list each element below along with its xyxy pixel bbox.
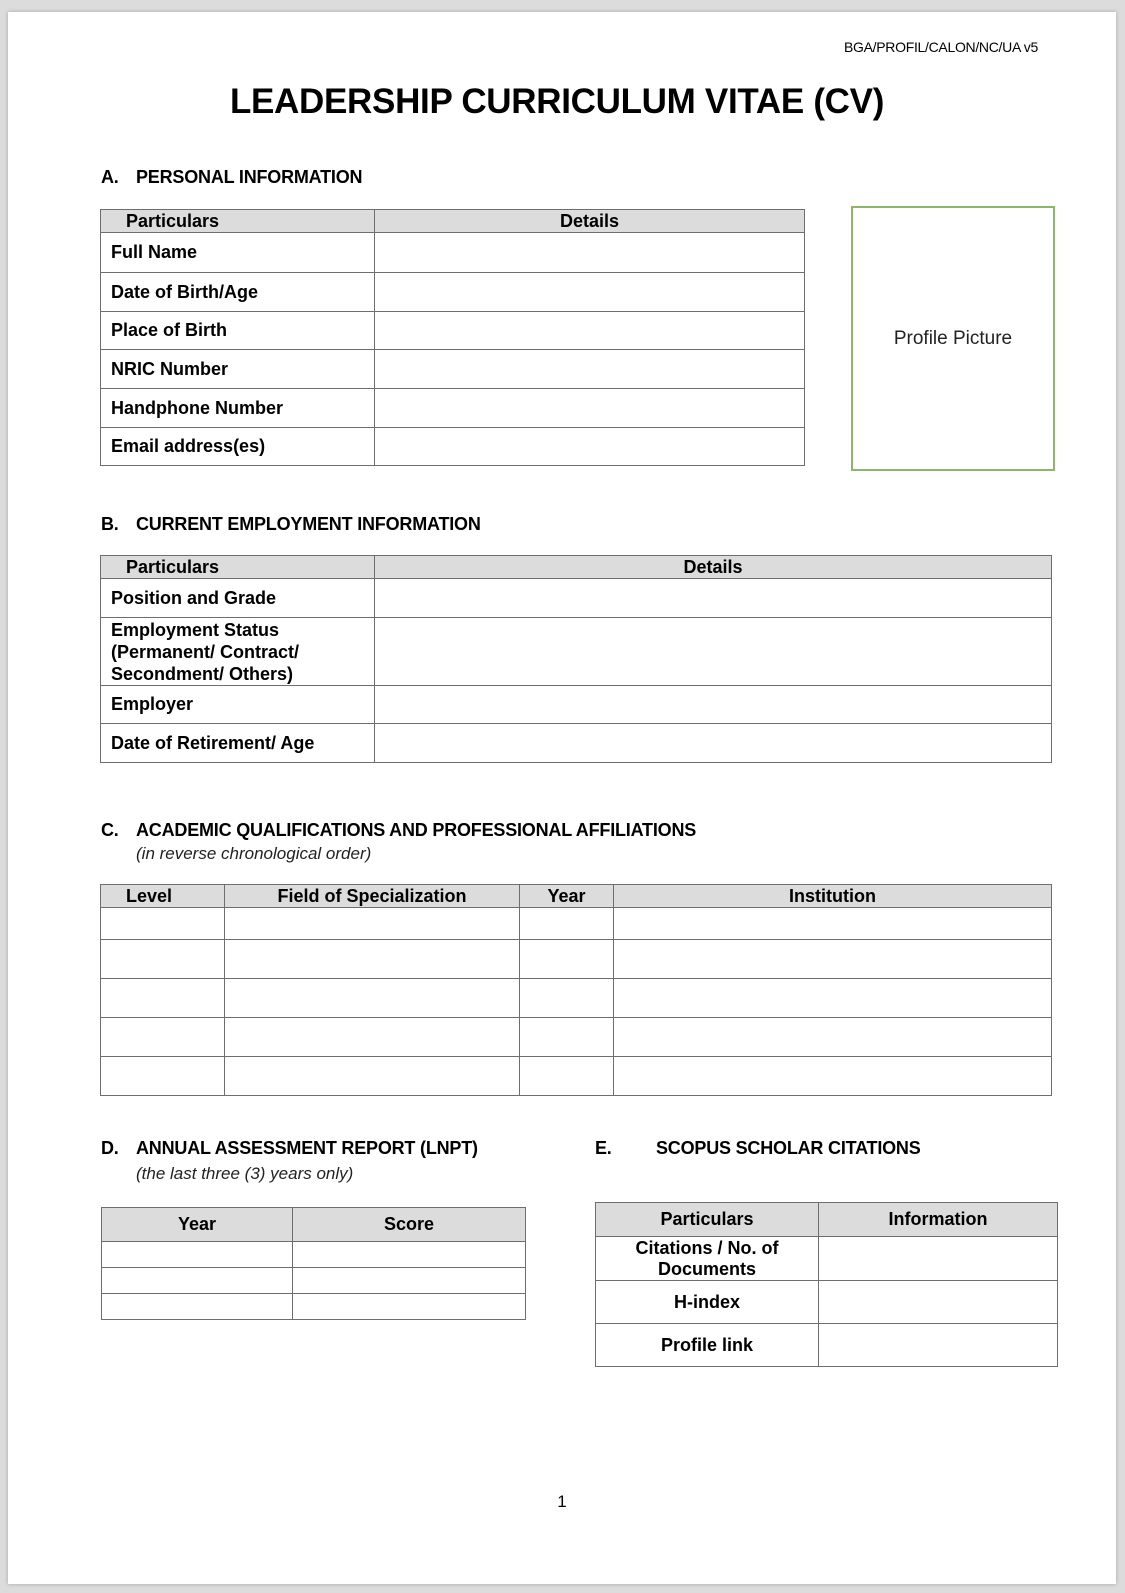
- header-information: Information: [819, 1203, 1058, 1237]
- page-title: LEADERSHIP CURRICULUM VITAE (CV): [229, 82, 885, 121]
- section-d-subheading: (the last three (3) years only): [136, 1164, 354, 1183]
- profile-picture-label: Profile Picture: [893, 327, 1013, 349]
- header-details: Details: [375, 556, 1052, 579]
- profile-picture-box[interactable]: [851, 206, 1055, 471]
- page-number: 1: [557, 1492, 567, 1511]
- table-row: [101, 389, 805, 428]
- year-cell[interactable]: [102, 1294, 293, 1320]
- row-label-employer: Employer: [101, 686, 375, 724]
- table-row: [596, 1281, 1058, 1324]
- institution-cell[interactable]: [614, 1057, 1052, 1096]
- section-d-letter: D.: [101, 1138, 119, 1158]
- full-name-field[interactable]: [375, 233, 805, 273]
- table-header-row: [101, 556, 1052, 579]
- table-row: [596, 1237, 1058, 1281]
- level-cell[interactable]: [101, 1057, 225, 1096]
- table-row: [101, 233, 805, 273]
- section-d-heading: [101, 1138, 478, 1159]
- table-row: [596, 1324, 1058, 1367]
- header-score: Score: [293, 1208, 526, 1242]
- field-cell[interactable]: [225, 908, 520, 940]
- section-a-letter: A.: [101, 167, 119, 187]
- table-row: [101, 579, 1052, 618]
- field-cell[interactable]: [225, 940, 520, 979]
- row-label-email: Email address(es): [101, 428, 375, 466]
- row-label-position-grade: Position and Grade: [101, 579, 375, 618]
- nric-field[interactable]: [375, 350, 805, 389]
- scopus-citations-table: [595, 1202, 1058, 1367]
- employment-info-table: [100, 555, 1052, 763]
- h-index-field[interactable]: [819, 1281, 1058, 1324]
- label-line: Citations / No. of: [635, 1237, 779, 1258]
- row-label-citations: [596, 1237, 819, 1281]
- table-row: [102, 1268, 526, 1294]
- year-cell[interactable]: [520, 1057, 614, 1096]
- table-row: [102, 1242, 526, 1268]
- field-cell[interactable]: [225, 1057, 520, 1096]
- institution-cell[interactable]: [614, 1018, 1052, 1057]
- section-e-letter: E.: [595, 1138, 612, 1158]
- year-cell[interactable]: [520, 940, 614, 979]
- table-row: [101, 1057, 1052, 1096]
- label-line: (Permanent/ Contract/: [111, 641, 300, 662]
- level-cell[interactable]: [101, 940, 225, 979]
- section-e-heading: [595, 1138, 921, 1159]
- table-row: [101, 686, 1052, 724]
- email-field[interactable]: [375, 428, 805, 466]
- header-year: Year: [520, 885, 614, 908]
- table-row: [101, 940, 1052, 979]
- year-cell[interactable]: [520, 908, 614, 940]
- section-d-title: ANNUAL ASSESSMENT REPORT (LNPT): [136, 1138, 478, 1158]
- section-c-title: ACADEMIC QUALIFICATIONS AND PROFESSIONAL AFFILIATIONS: [136, 820, 697, 840]
- academic-qualifications-table: [100, 884, 1052, 1096]
- table-row: [101, 350, 805, 389]
- section-e-title: SCOPUS SCHOLAR CITATIONS: [656, 1138, 921, 1158]
- document-reference: BGA/PROFIL/CALON/NC/UA v5: [844, 39, 1038, 55]
- section-a-heading: [101, 167, 362, 188]
- section-b-heading: [101, 514, 481, 535]
- position-grade-field[interactable]: [375, 579, 1052, 618]
- field-cell[interactable]: [225, 1018, 520, 1057]
- row-label-employment-status: [101, 618, 375, 686]
- row-label-handphone: Handphone Number: [101, 389, 375, 428]
- header-level: Level: [101, 885, 225, 908]
- score-cell[interactable]: [293, 1242, 526, 1268]
- row-label-nric: NRIC Number: [101, 350, 375, 389]
- level-cell[interactable]: [101, 908, 225, 940]
- document-page: [8, 12, 1116, 1584]
- header-particulars: Particulars: [101, 210, 375, 233]
- table-row: [101, 908, 1052, 940]
- year-cell[interactable]: [102, 1242, 293, 1268]
- employment-status-field[interactable]: [375, 618, 1052, 686]
- year-cell[interactable]: [520, 1018, 614, 1057]
- institution-cell[interactable]: [614, 940, 1052, 979]
- header-institution: Institution: [614, 885, 1052, 908]
- table-header-row: [101, 885, 1052, 908]
- level-cell[interactable]: [101, 979, 225, 1018]
- level-cell[interactable]: [101, 1018, 225, 1057]
- table-header-row: [102, 1208, 526, 1242]
- table-header-row: [596, 1203, 1058, 1237]
- table-row: [101, 428, 805, 466]
- header-particulars: Particulars: [596, 1203, 819, 1237]
- citations-field[interactable]: [819, 1237, 1058, 1281]
- table-row: [101, 273, 805, 312]
- section-c-subheading: (in reverse chronological order): [136, 844, 372, 863]
- profile-link-field[interactable]: [819, 1324, 1058, 1367]
- table-row: [101, 312, 805, 350]
- place-of-birth-field[interactable]: [375, 312, 805, 350]
- table-row: [102, 1294, 526, 1320]
- score-cell[interactable]: [293, 1268, 526, 1294]
- section-c-letter: C.: [101, 820, 119, 840]
- label-line: Secondment/ Others): [111, 663, 294, 684]
- row-label-date-of-birth: Date of Birth/Age: [101, 273, 375, 312]
- section-a-title: PERSONAL INFORMATION: [136, 167, 363, 187]
- section-b-title: CURRENT EMPLOYMENT INFORMATION: [136, 514, 481, 534]
- section-c-heading: [101, 820, 696, 841]
- handphone-field[interactable]: [375, 389, 805, 428]
- retirement-field[interactable]: [375, 724, 1052, 763]
- row-label-h-index: H-index: [596, 1281, 819, 1324]
- year-cell[interactable]: [102, 1268, 293, 1294]
- label-line: Employment Status: [111, 619, 280, 640]
- table-row: [101, 1018, 1052, 1057]
- header-particulars: Particulars: [101, 556, 375, 579]
- table-header-row: [101, 210, 805, 233]
- year-cell[interactable]: [520, 979, 614, 1018]
- section-b-letter: B.: [101, 514, 119, 534]
- row-label-place-of-birth: Place of Birth: [101, 312, 375, 350]
- annual-assessment-table: [101, 1207, 526, 1320]
- row-label-profile-link: Profile link: [596, 1324, 819, 1367]
- label-line: Documents: [657, 1258, 756, 1279]
- row-label-full-name: Full Name: [101, 233, 375, 273]
- header-year: Year: [102, 1208, 293, 1242]
- row-label-retirement: Date of Retirement/ Age: [101, 724, 375, 763]
- score-cell[interactable]: [293, 1294, 526, 1320]
- institution-cell[interactable]: [614, 908, 1052, 940]
- employer-field[interactable]: [375, 686, 1052, 724]
- institution-cell[interactable]: [614, 979, 1052, 1018]
- date-of-birth-field[interactable]: [375, 273, 805, 312]
- table-row: [101, 724, 1052, 763]
- header-field: Field of Specialization: [225, 885, 520, 908]
- personal-info-table: [100, 209, 805, 466]
- header-details: Details: [375, 210, 805, 233]
- table-row: [101, 618, 1052, 686]
- field-cell[interactable]: [225, 979, 520, 1018]
- table-row: [101, 979, 1052, 1018]
